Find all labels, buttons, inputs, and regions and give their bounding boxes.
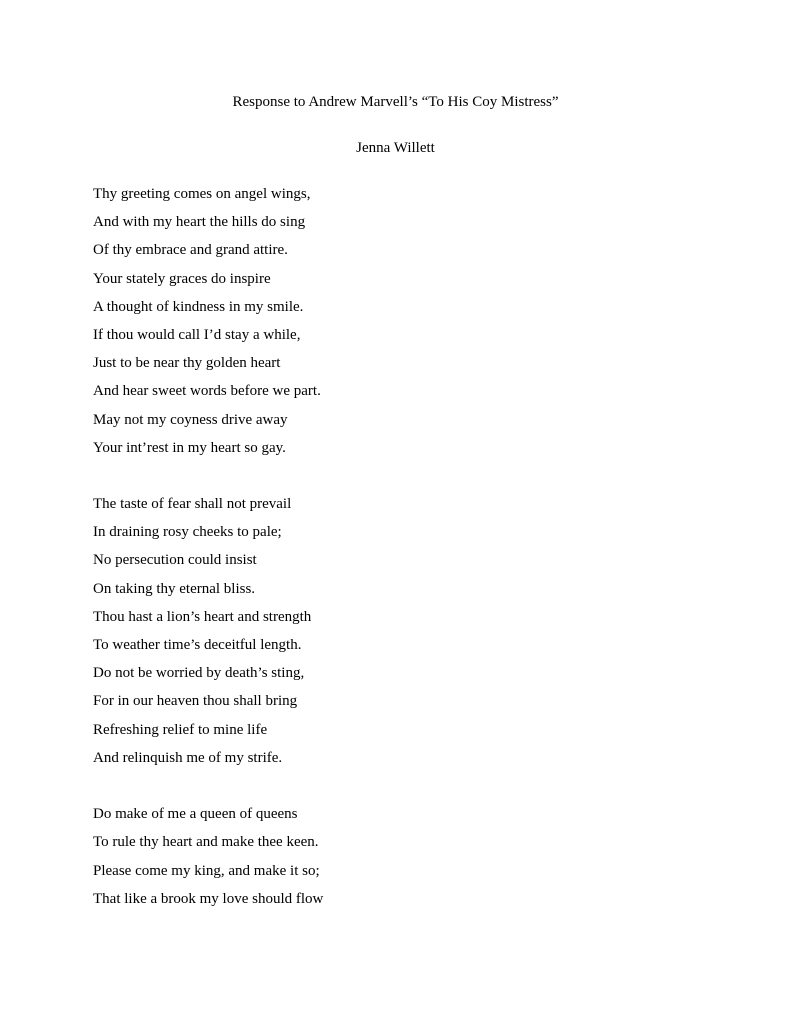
- poem-line: A thought of kindness in my smile.: [93, 298, 304, 315]
- poem-line: Refreshing relief to mine life: [93, 721, 268, 738]
- poem-line: Do not be worried by death’s sting,: [93, 665, 305, 682]
- document-author: Jenna Willett: [356, 140, 435, 156]
- poem-line: That like a brook my love should flow: [93, 890, 324, 907]
- poem-line: Please come my king, and make it so;: [93, 862, 320, 879]
- poem-line: To weather time’s deceitful length.: [93, 637, 302, 653]
- poem-line: For in our heaven thou shall bring: [93, 693, 298, 710]
- poem-line: Your int’rest in my heart so gay.: [93, 439, 286, 456]
- poem-body: [93, 183, 713, 944]
- poem-line: The taste of fear shall not prevail: [93, 496, 292, 513]
- document-title: Response to Andrew Marvell’s “To His Coy Mistress”: [232, 94, 559, 110]
- poem-line: In draining rosy cheeks to pale;: [93, 524, 282, 541]
- poem-line: May not my coyness drive away: [93, 411, 288, 428]
- poem-line: No persecution could insist: [93, 552, 257, 569]
- poem-stanza: [93, 493, 713, 775]
- poem-line: To rule thy heart and make thee keen.: [93, 834, 319, 851]
- poem-line: And with my heart the hills do sing: [93, 214, 306, 231]
- poem-line: Do make of me a queen of queens: [93, 806, 298, 823]
- poem-line: And hear sweet words before we part.: [93, 383, 321, 400]
- poem-line: If thou would call I’d stay a while,: [93, 326, 301, 343]
- poem-stanza: [93, 183, 713, 465]
- poem-line: Your stately graces do inspire: [93, 270, 271, 287]
- poem-line: Thy greeting comes on angel wings,: [93, 186, 311, 202]
- poem-line: Just to be near thy golden heart: [93, 355, 281, 372]
- poem-stanza: [93, 803, 713, 916]
- poem-line: On taking thy eternal bliss.: [93, 580, 256, 597]
- poem-line: And relinquish me of my strife.: [93, 749, 283, 766]
- poem-line: Of thy embrace and grand attire.: [93, 242, 288, 259]
- poem-line: Thou hast a lion’s heart and strength: [93, 608, 312, 625]
